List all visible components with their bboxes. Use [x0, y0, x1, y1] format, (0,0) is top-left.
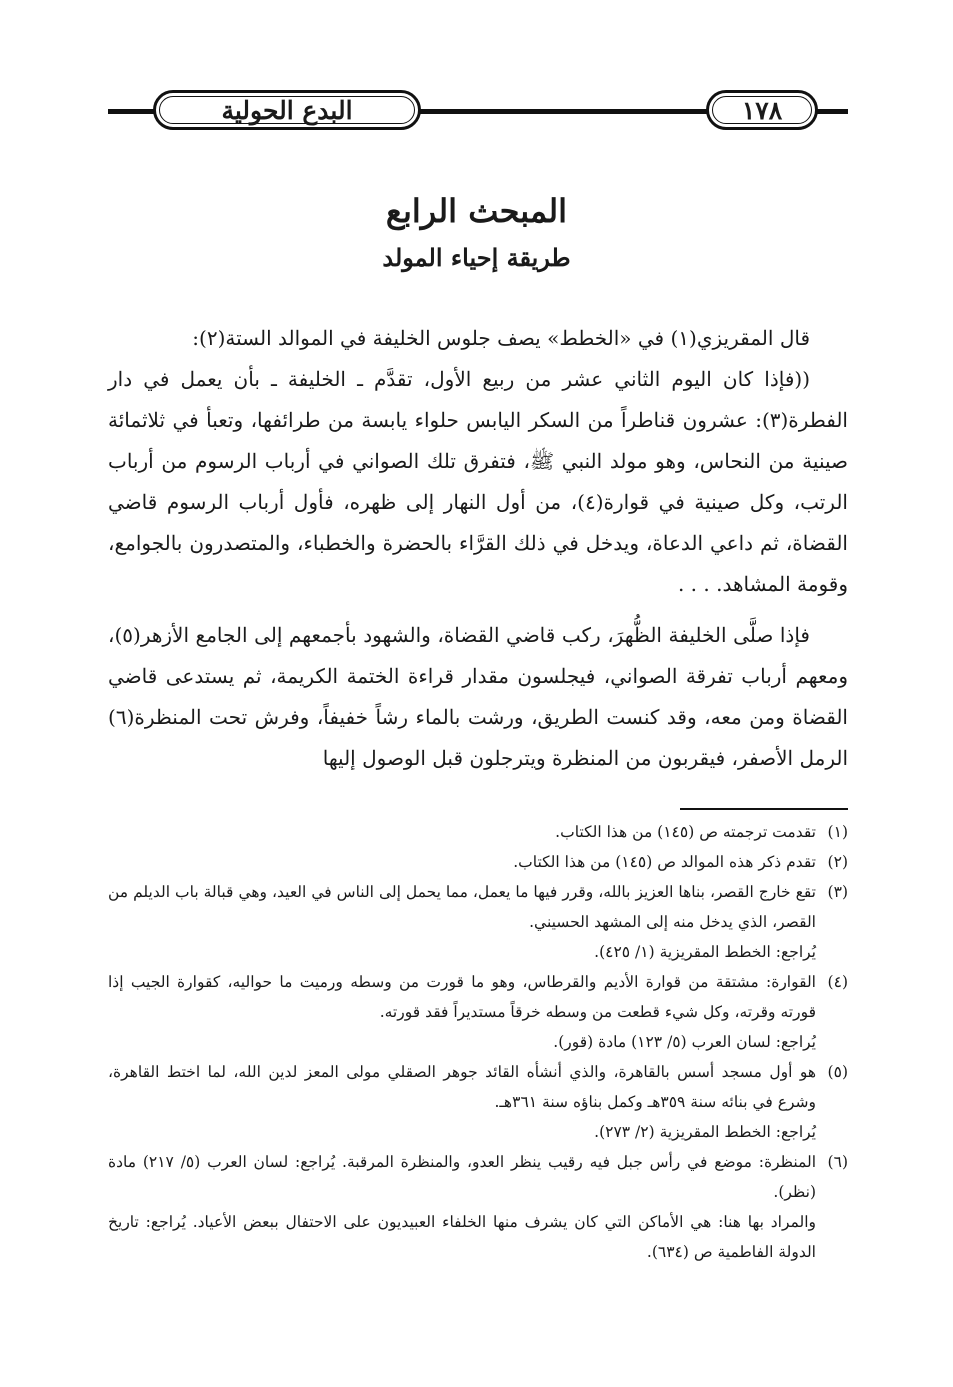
- footnote-6: [108, 1147, 848, 1207]
- footnote-number: (٢): [827, 853, 848, 871]
- footnote-reference: يُراجع: الخطط المقريزية (٢/ ٢٧٣).: [594, 1123, 816, 1141]
- paragraph-quote: ((فإذا كان اليوم الثاني عشر من ربيع الأول، تقدَّم ـ الخليفة ـ بأن يعمل في دار الفطرة(٣): عشرون قناطراً من السكر اليابس حلواء يابسة من طرائفها، وتعبأ في ثلاثمائة صينية من النحاس، وهو مولد النبي ﷺ، فتفرق تلك الصواني في أرباب الرسوم من أرباب الرتب، وكل صينية في قوارة(٤)، من أول النهار إلى ظهره، فأول أرباب الرسوم قاضي القضاة، ثم داعي الدعاة، ويدخل في ذلك القرَّاء بالحضرة والخطباء، والمتصدرون بالجوامع، وقومة المشاهد. . . .: [108, 367, 848, 596]
- footnote-number: (١): [827, 823, 848, 841]
- book-title: البدع الحولية: [221, 95, 353, 125]
- paragraph-continuation: فإذا صلَّى الخليفة الظُّهرَ، ركب قاضي القضاة، والشهود بأجمعهم إلى الجامع الأزهر(٥)، ومعهم أرباب تفرقة الصواني، فيجلسون مقدار قراءة الختمة الكريمة، ثم يستدعى قاضي القضاة ومن معه، وقد كنست الطريق، ورشت بالماء رشاً خفيفاً، وفرش تحت المنظرة(٦) الرمل الأصفر، فيقربون من المنظرة ويترجلون قبل الوصول إليها: [108, 623, 848, 770]
- page-number-cartouche: [706, 90, 818, 130]
- footnote-text: القوارة: مشتقة من قوارة الأديم والقرطاس، وهو ما قورت من وسطه ورميت ما حواليه، كقوارة الجيب إذا قورته وقرته، وكل شيء قطعت من وسطه خرقاً مستديراً فقد قورته.: [108, 973, 816, 1021]
- footnote-text: تقع خارج القصر، بناها العزيز بالله، وقرر فيها ما يعمل، مما يحمل إلى الناس في العيد، وهي قبالة باب الديلم من القصر، الذي يدخل منه إلى المشهد الحسيني.: [108, 883, 816, 931]
- footnote-text: والمراد بها هنا: هي الأماكن التي كان يشرف منها الخلفاء العبيديون على الاحتفال ببعض الأعياد. يُراجع: تاريخ الدولة الفاطمية ص (٦٣٤).: [108, 1213, 816, 1261]
- footnote-text: تقدم ذكر هذه الموالد ص (١٤٥) من هذا الكتاب.: [513, 853, 816, 871]
- main-text: [108, 318, 848, 779]
- footnote-1: [108, 817, 848, 847]
- footnote-reference: يُراجع: لسان العرب (٥/ ١٢٣) مادة (قور).: [553, 1033, 816, 1051]
- paragraph-intro: قال المقريزي(١) في «الخطط» يصف جلوس الخليفة في الموالد الستة(٢):: [192, 326, 810, 350]
- footnote-2: [108, 847, 848, 877]
- page-number: ١٧٨: [741, 95, 783, 125]
- footnote-3: [108, 877, 848, 967]
- footnote-text: تقدمت ترجمته ص (١٤٥) من هذا الكتاب.: [555, 823, 816, 841]
- footnote-number: (٤): [827, 973, 848, 991]
- footnote-5: [108, 1057, 848, 1147]
- footnote-text: هو أول مسجد أسس بالقاهرة، والذي أنشأه القائد جوهر الصقلي مولى المعز لدين الله، لما اختط القاهرة، وشرع في بنائه سنة ٣٥٩هـ وكمل بناؤه سنة ٣٦١هـ.: [108, 1063, 816, 1111]
- running-header: [108, 90, 848, 132]
- chapter-title: المبحث الرابع: [385, 192, 568, 230]
- book-title-cartouche: [153, 90, 421, 130]
- footnote-number: (٦): [827, 1153, 848, 1171]
- footnotes: [108, 817, 848, 1267]
- footnote-6-continuation: [108, 1207, 848, 1267]
- footnote-reference: يُراجع: الخطط المقريزية (١/ ٤٢٥).: [594, 943, 816, 961]
- footnote-number: (٥): [827, 1063, 848, 1081]
- chapter-subtitle: طريقة إحياء المولد: [382, 243, 571, 272]
- footnote-text: المنظرة: موضع في رأس جبل فيه رقيب ينظر العدو، والمنظرة المرقبة. يُراجع: لسان العرب (٥/ ٢١٧) مادة (نظر).: [108, 1153, 817, 1201]
- footnote-4: [108, 967, 848, 1057]
- footnote-separator: [680, 808, 848, 810]
- footnote-number: (٣): [827, 883, 848, 901]
